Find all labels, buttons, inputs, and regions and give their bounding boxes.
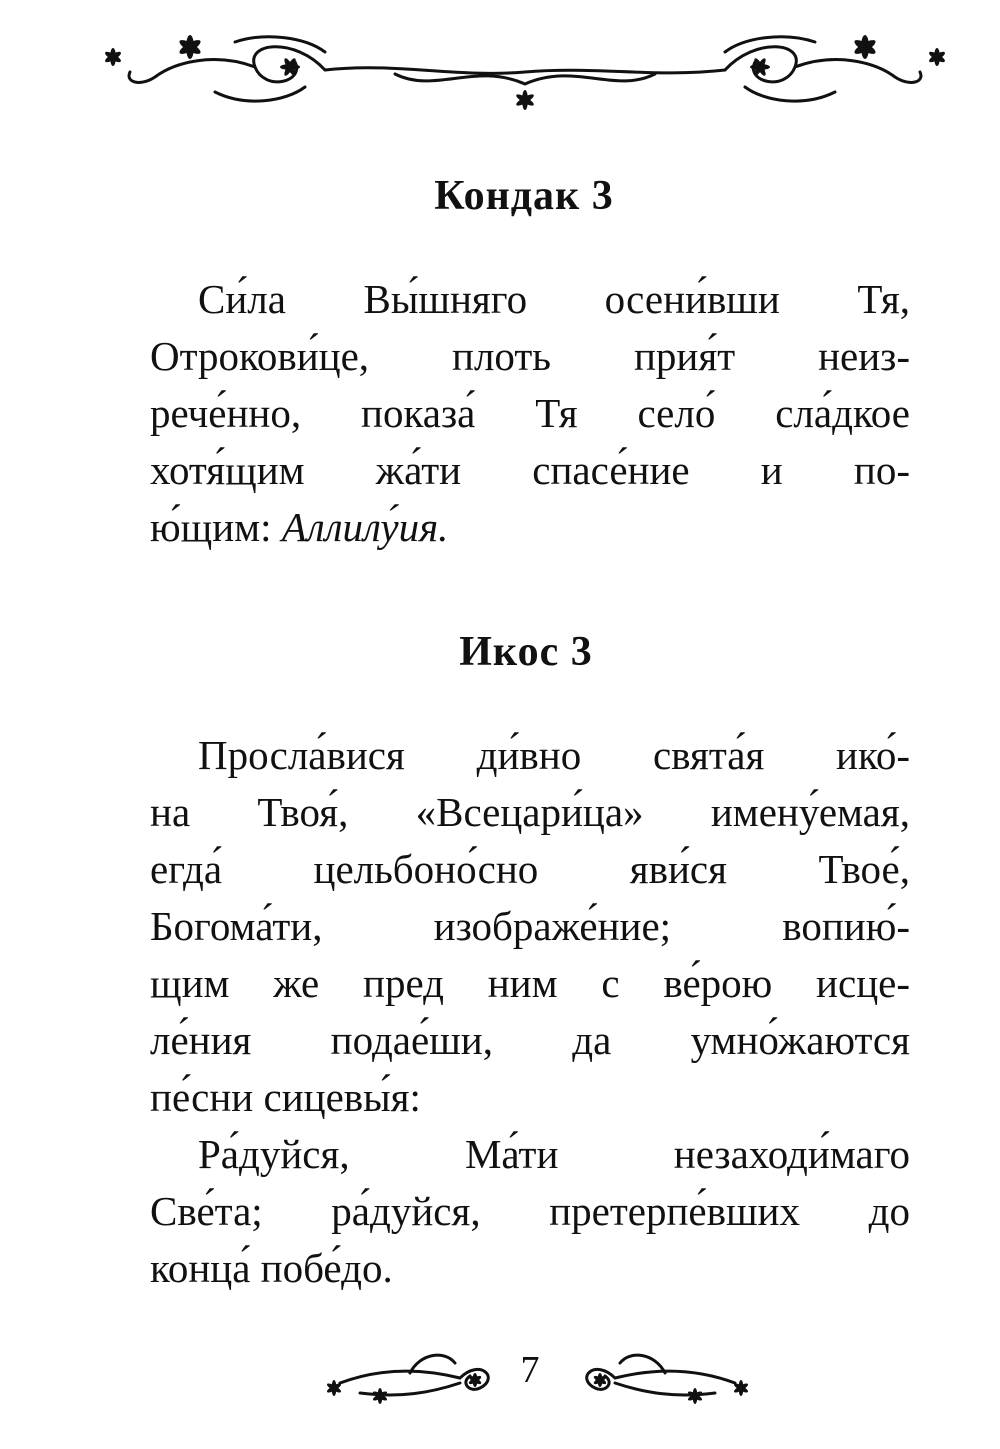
text-line: егда́ цельбоно́сно яви́ся Твое́, [150, 846, 910, 892]
bottom-right-floral-ornament-icon [575, 1338, 755, 1408]
text-line-last [150, 499, 910, 556]
kondak-text [150, 271, 910, 556]
text-line: пе́сни сицевы́я: [150, 1074, 421, 1120]
ikos-text [150, 727, 910, 1126]
refrain-alleluia: Аллилу́ия. [281, 504, 449, 550]
ikos-heading: Икос 3 [459, 629, 593, 675]
text-line: Богома́ти, изображе́ние; вопию́- [150, 903, 910, 949]
text-line: Си́ла Вы́шняго осени́вши Тя, [198, 276, 910, 322]
bottom-left-floral-ornament-icon [320, 1338, 500, 1408]
text-line: Ра́дуйся, Ма́ти незаходи́маго [198, 1131, 910, 1177]
text-line: щим же пред ним с ве́рою исце- [150, 960, 910, 1006]
text-line: Отрокови́це, плоть прия́т неиз- [150, 333, 910, 379]
text-line: хотя́щим жа́ти спасе́ние и по- [150, 447, 910, 493]
text-line: конца́ побе́до. [150, 1245, 393, 1291]
text-line: ле́ния подае́ши, да умно́жаются [150, 1017, 910, 1063]
kondak-heading: Кондак 3 [434, 173, 614, 219]
text-line: рече́нно, показа́ Тя село́ сла́дкое [150, 390, 910, 436]
text-line: Просла́вися ди́вно свята́я ико́- [198, 732, 910, 778]
text-line: Све́та; ра́дуйся, претерпе́вших до [150, 1188, 910, 1234]
top-floral-ornament-icon [95, 22, 955, 122]
page-number: 7 [520, 1349, 540, 1391]
text-line: на Твоя́, «Всецари́ца» имену́емая, [150, 789, 910, 835]
text-fragment: ю́щим: [150, 504, 282, 550]
ikos-rejoice-text [150, 1126, 910, 1297]
